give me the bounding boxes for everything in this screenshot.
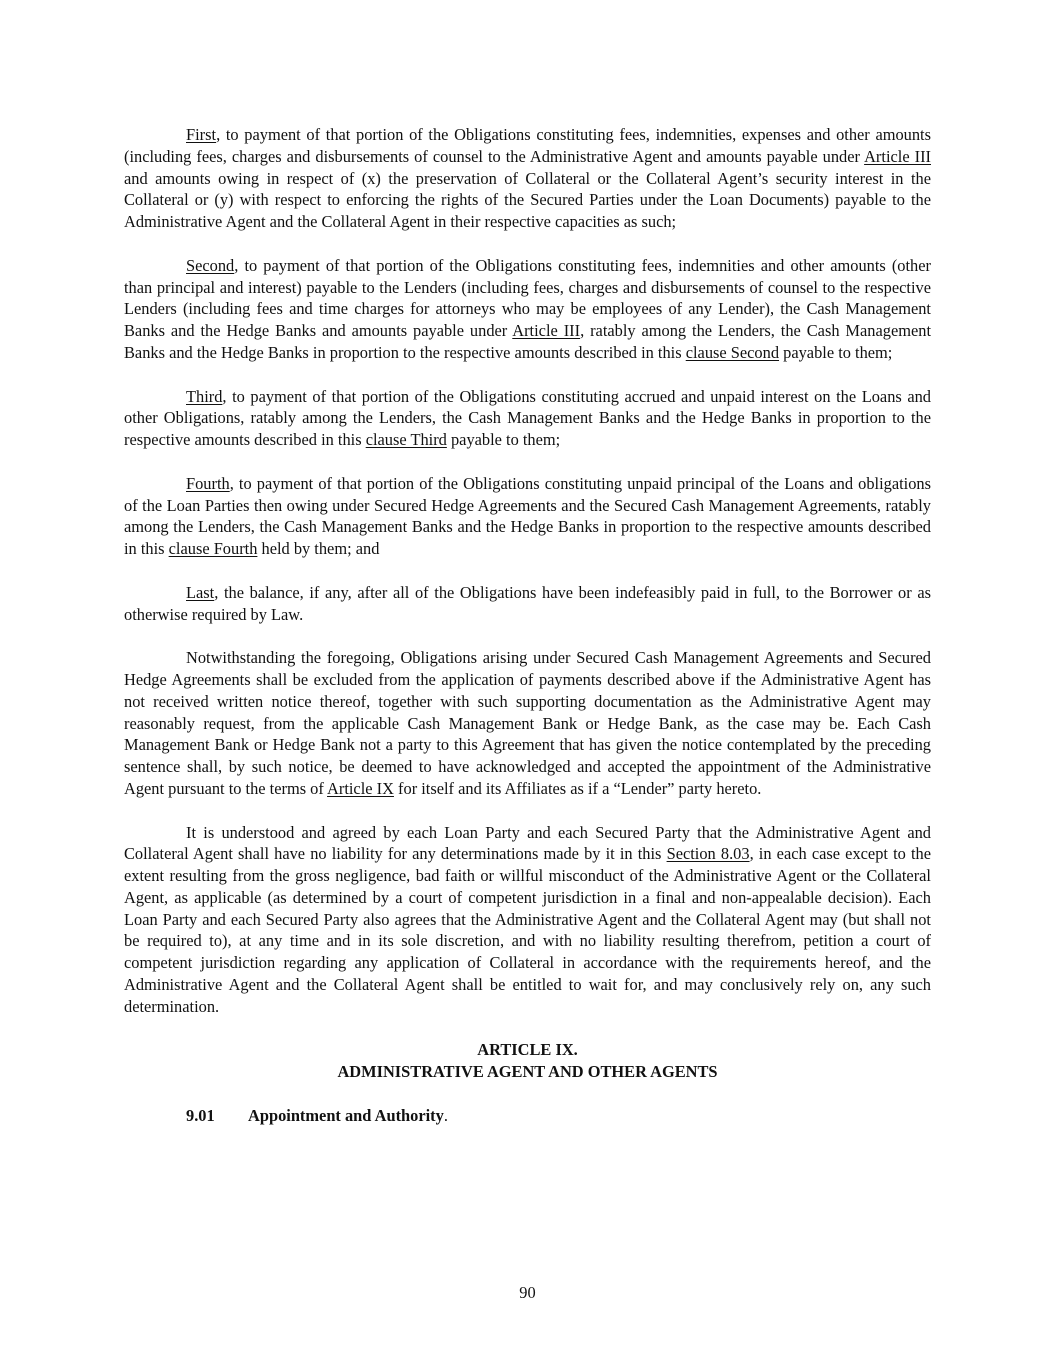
article-title: ADMINISTRATIVE AGENT AND OTHER AGENTS xyxy=(337,1062,718,1082)
cross-reference-article-iii: Article III xyxy=(864,146,931,166)
cross-reference-article-ix: Article IX xyxy=(327,778,394,798)
cross-reference-article-iii: Article III xyxy=(512,321,581,341)
clause-label-last: Last xyxy=(186,582,215,602)
article-heading xyxy=(124,1039,931,1083)
section-title-suffix: . xyxy=(443,1105,448,1125)
paragraph-understood: It is understood and agreed by each Loan Party and each Secured Party that the Administrative Agent and Collateral Agent shall have no liability for any determinations made by it in this Section 8.03, in each case except to the extent resulting from the gross negligence, bad faith or willful misconduct of the Administrative Agent or the Collateral Agent, as applicable (as determined by a court of competent jurisdiction in a final and non-appealable decision). Each Loan Party and each Secured Party also agrees that the Administrative Agent and the Collateral Agent may (but shall not be required to), at any time and in its sole discretion, and with no liability resulting therefrom, petition a court of competent jurisdiction regarding any application of Collateral in accordance with the requirements hereof, and the Administrative Agent and the Collateral Agent shall be entitled to wait for, and may conclusively rely on, any such determination. xyxy=(124,822,931,1016)
paragraph-notwithstanding: Notwithstanding the foregoing, Obligations arising under Secured Cash Management Agreements and Secured Hedge Agreements shall be excluded from the application of payments described above if the Administrative Agent has not received written notice thereof, together with such supporting documentation as the Administrative Agent may reasonably request, from the applicable Cash Management Bank or Hedge Bank, as the case may be. Each Cash Management Bank or Hedge Bank not a party to this Agreement that has given the notice contemplated by the preceding sentence shall, by such notice, be deemed to have acknowledged and accepted the appointment of the Administrative Agent pursuant to the terms of Article IX for itself and its Affiliates as if a “Lender” party hereto. xyxy=(124,648,931,798)
paragraph-second: Second, to payment of that portion of the Obligations constituting fees, indemnities and other amounts (other than principal and interest) payable to the Lenders (including fees, charges and disbursements of counsel to the respective Lenders (including fees and time charges for attorneys who may be employees of any Lender), the Cash Management Banks and the Hedge Banks and amounts payable under Article III, ratably among the Lenders, the Cash Management Banks and the Hedge Banks in proportion to the respective amounts described in this clause Second payable to them; xyxy=(124,255,931,362)
paragraph-last: Last, the balance, if any, after all of the Obligations have been indefeasibly paid in full, to the Borrower or as otherwise required by Law. xyxy=(124,582,931,624)
clause-label-third: Third xyxy=(186,386,223,406)
section-heading xyxy=(124,1105,931,1127)
clause-label-fourth: Fourth xyxy=(186,473,230,493)
paragraph-first: First, to payment of that portion of the Obligations constituting fees, indemnities, expenses and other amounts (including fees, charges and disbursements of counsel to the Administrative Agent and amounts payable under Article III and amounts owing in respect of (x) the preservation of Collateral or the Collateral Agent’s security interest in the Collateral or (y) with respect to enforcing the rights of the Secured Parties under the Loan Documents) payable to the Administrative Agent and the Collateral Agent in their respective capacities as such; xyxy=(124,125,931,232)
clause-label-second: Second xyxy=(186,255,235,275)
paragraph-fourth: Fourth, to payment of that portion of the Obligations constituting unpaid principal of the Loans and obligations of the Loan Parties then owing under Secured Hedge Agreements and the Secured Cash Management Agreements, ratably among the Lenders, the Cash Management Banks and the Hedge Banks in proportion to the respective amounts described in this clause Fourth held by them; and xyxy=(124,473,931,559)
cross-reference-section-8-03: Section 8.03 xyxy=(666,844,750,864)
paragraph-third: Third, to payment of that portion of the Obligations constituting accrued and unpaid interest on the Loans and other Obligations, ratably among the Lenders, the Cash Management Banks and the Hedge Banks in proportion to the respective amounts described in this clause Third payable to them; xyxy=(124,386,931,450)
cross-reference-clause-fourth: clause Fourth xyxy=(168,539,258,559)
page-number: 90 xyxy=(519,1283,536,1302)
clause-label-first: First xyxy=(186,125,217,144)
cross-reference-clause-third: clause Third xyxy=(365,430,447,450)
section-title: Appointment and Authority xyxy=(248,1105,444,1125)
document-body xyxy=(124,124,931,1127)
article-number: ARTICLE IX. xyxy=(477,1040,578,1060)
section-number: 9.01 xyxy=(186,1105,215,1125)
cross-reference-clause-second: clause Second xyxy=(685,342,780,362)
